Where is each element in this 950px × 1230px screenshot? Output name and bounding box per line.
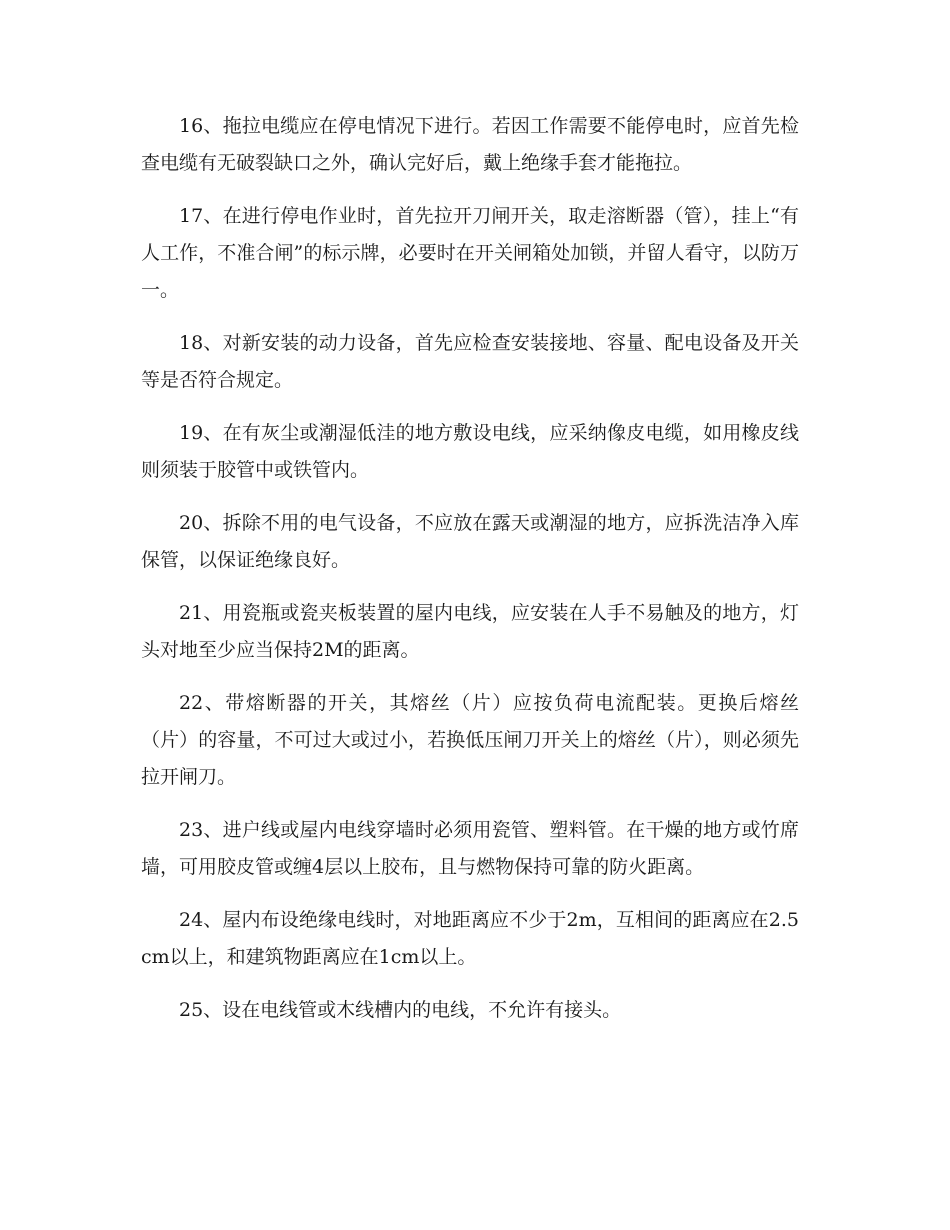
paragraph-17: 17、在进行停电作业时，首先拉开刀闸开关，取走溶断器（管），挂上“有人工作，不准合闸”的标示牌，必要时在开关闸箱处加锁，并留人看守，以防万一。	[141, 205, 799, 301]
paragraph-25: 25、设在电线管或木线槽内的电线，不允许有接头。	[179, 999, 622, 1021]
paragraph-23: 23、进户线或屋内电线穿墙时必须用瓷管、塑料管。在干燥的地方或竹席墙，可用胶皮管或缠4层以上胶布，且与燃物保持可靠的防火距离。	[141, 819, 799, 878]
paragraph-19: 19、在有灰尘或潮湿低洼的地方敷设电线，应采纳像皮电缆，如用橡皮线则须装于胶管中或铁管内。	[141, 422, 799, 481]
paragraph-21: 21、用瓷瓶或瓷夹板装置的屋内电线，应安装在人手不易触及的地方，灯头对地至少应当保持2M的距离。	[141, 602, 799, 661]
paragraph-24: 24、屋内布设绝缘电线时，对地距离应不少于2m，互相间的距离应在2.5cm以上，和建筑物距离应在1cm以上。	[141, 909, 799, 968]
paragraph-22: 22、带熔断器的开关，其熔丝（片）应按负荷电流配装。更换后熔丝（片）的容量，不可过大或过小，若换低压闸刀开关上的熔丝（片），则必须先拉开闸刀。	[141, 692, 799, 788]
document-body	[141, 108, 799, 1045]
paragraph-18: 18、对新安装的动力设备，首先应检查安装接地、容量、配电设备及开关等是否符合规定。	[141, 332, 799, 391]
paragraph-16: 16、拖拉电缆应在停电情况下进行。若因工作需要不能停电时，应首先检查电缆有无破裂缺口之外，确认完好后，戴上绝缘手套才能拖拉。	[141, 115, 799, 174]
paragraph-20: 20、拆除不用的电气设备，不应放在露天或潮湿的地方，应拆洗洁净入库保管，以保证绝缘良好。	[141, 512, 799, 571]
